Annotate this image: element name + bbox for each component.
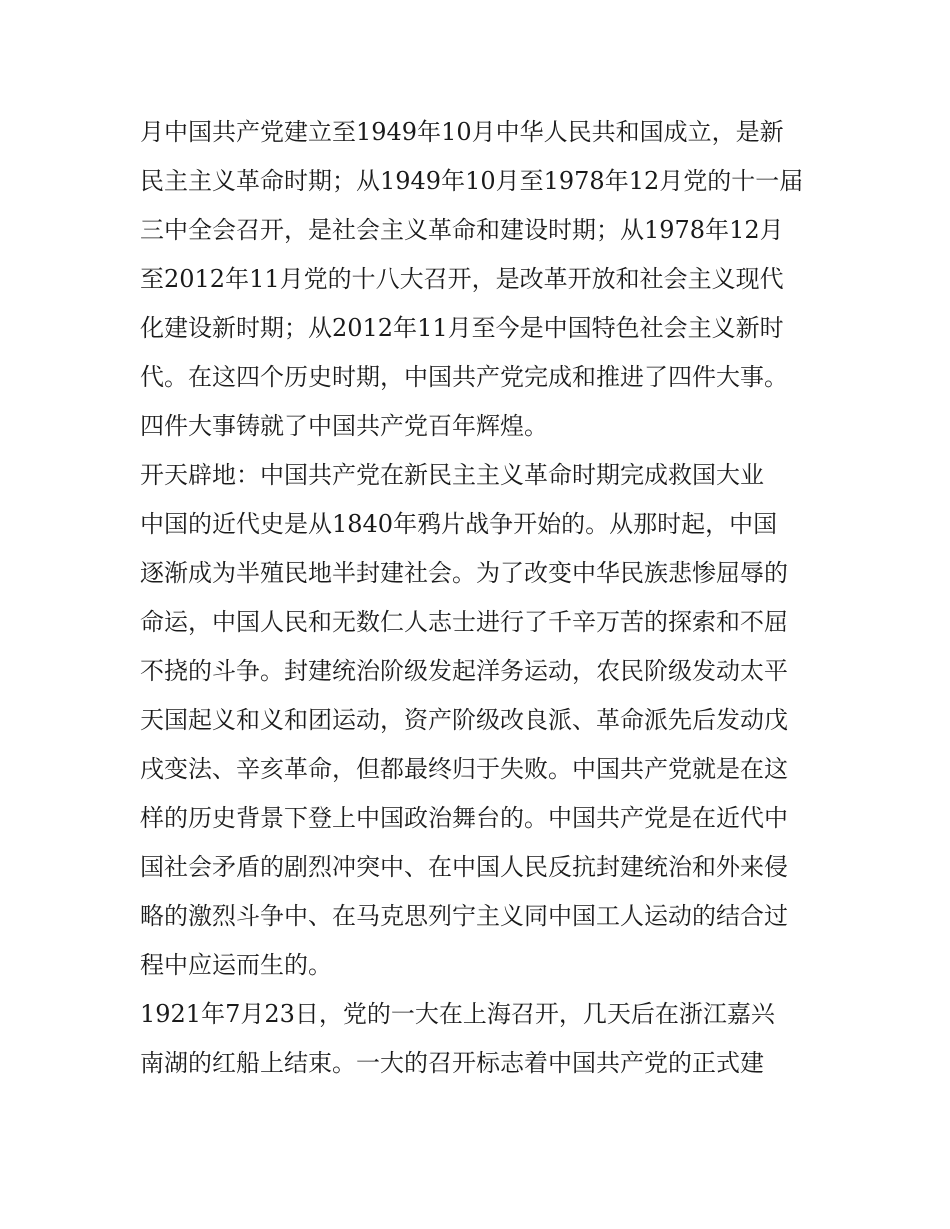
section-heading: 开天辟地：中国共产党在新民主主义革命时期完成救国大业 (140, 461, 764, 489)
text-line: 1921年7月23日，党的一大在上海召开，几天后在浙江嘉兴 (140, 1000, 775, 1028)
text-line: 命运，中国人民和无数仁人志士进行了千辛万苦的探索和不屈 (140, 608, 788, 636)
text-line: 样的历史背景下登上中国政治舞台的。中国共产党是在近代中 (140, 804, 788, 832)
text-line: 月中国共产党建立至1949年10月中华人民共和国成立，是新 (140, 118, 784, 146)
text-line: 化建设新时期；从2012年11月至今是中国特色社会主义新时 (140, 314, 784, 342)
body-text (140, 108, 820, 1088)
text-line: 程中应运而生的。 (140, 951, 332, 979)
text-line: 代。在这四个历史时期，中国共产党完成和推进了四件大事。 (140, 363, 788, 391)
text-line: 逐渐成为半殖民地半封建社会。为了改变中华民族悲惨屈辱的 (140, 559, 788, 587)
text-line: 三中全会召开，是社会主义革命和建设时期；从1978年12月 (140, 216, 784, 244)
text-line: 至2012年11月党的十八大召开，是改革开放和社会主义现代 (140, 265, 784, 293)
text-line: 戌变法、辛亥革命，但都最终归于失败。中国共产党就是在这 (140, 755, 788, 783)
text-line: 略的激烈斗争中、在马克思列宁主义同中国工人运动的结合过 (140, 902, 788, 930)
text-line: 四件大事铸就了中国共产党百年辉煌。 (140, 412, 548, 440)
text-line: 天国起义和义和团运动，资产阶级改良派、革命派先后发动戊 (140, 706, 788, 734)
text-line: 民主主义革命时期；从1949年10月至1978年12月党的十一届 (140, 167, 804, 195)
text-line: 中国的近代史是从1840年鸦片战争开始的。从那时起，中国 (140, 510, 778, 538)
text-line: 不挠的斗争。封建统治阶级发起洋务运动，农民阶级发动太平 (140, 657, 788, 685)
text-line: 国社会矛盾的剧烈冲突中、在中国人民反抗封建统治和外来侵 (140, 853, 788, 881)
text-line: 南湖的红船上结束。一大的召开标志着中国共产党的正式建 (140, 1049, 764, 1077)
